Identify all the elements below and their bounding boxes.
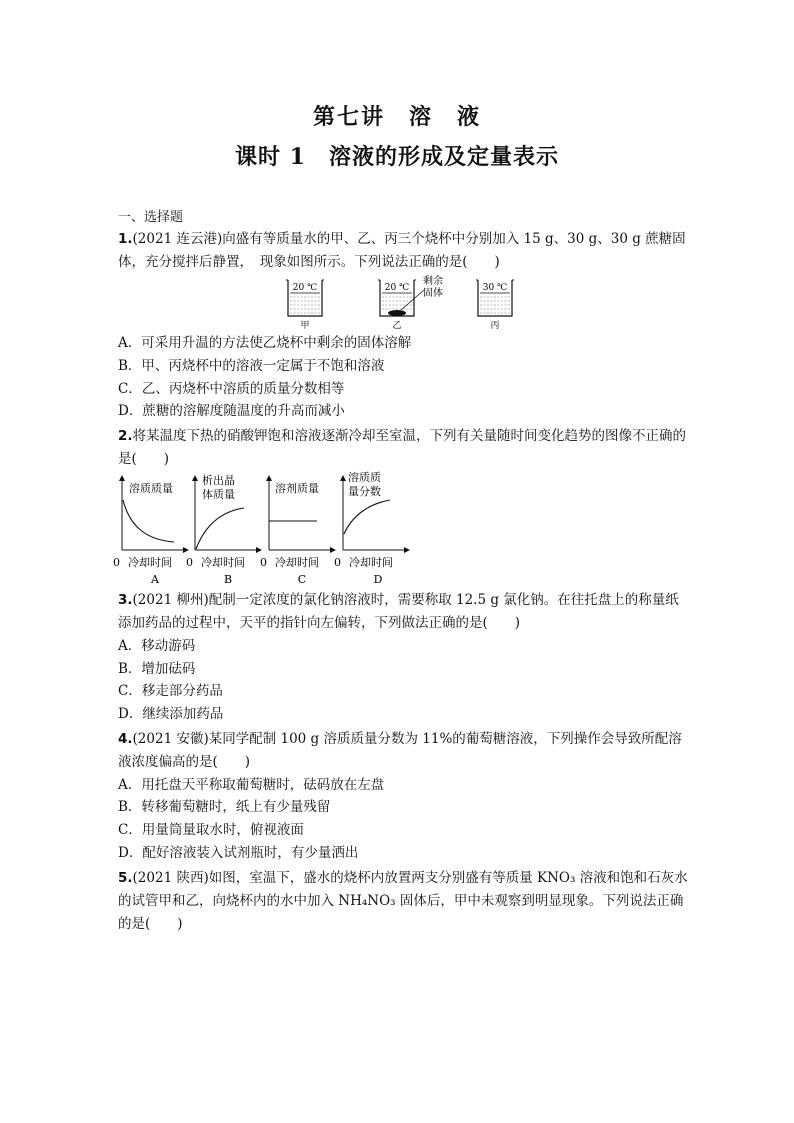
x-axis-label: 冷却时间 — [349, 556, 393, 569]
option-4b: B．转移葡萄糖时，纸上有少量残留 — [118, 799, 331, 815]
graph-b — [186, 473, 261, 586]
origin-label: 0 — [260, 556, 267, 569]
beaker-jia — [286, 280, 324, 331]
residue-solid — [388, 310, 406, 316]
x-axis-label: 冷却时间 — [201, 556, 245, 569]
section-heading: 一、选择题 — [118, 210, 184, 225]
question-5 — [118, 867, 688, 936]
graph-letter: D — [373, 573, 383, 586]
question-number: 4. — [118, 731, 133, 747]
beaker-temp: 20 ℃ — [384, 283, 410, 293]
trend-graphs — [114, 470, 424, 588]
y-axis-label-line1: 析出晶 — [202, 474, 235, 487]
origin-label: 0 — [113, 556, 120, 569]
curve-increasing — [344, 500, 390, 534]
option-4d: D．配好溶液装入试剂瓶时，有少量洒出 — [118, 845, 359, 861]
lecture-title: 第七讲 溶 液 — [312, 104, 481, 130]
beaker-label: 甲 — [300, 321, 310, 331]
y-axis-label-line2: 量分数 — [348, 485, 381, 498]
graph-d — [334, 470, 409, 586]
x-axis-label: 冷却时间 — [128, 556, 172, 569]
y-axis-label: 溶质质量 — [129, 482, 173, 495]
graph-letter: C — [297, 573, 307, 586]
question-text: 将某温度下热的硝酸钾饱和溶液逐渐冷却至室温，下列有关量随时间变化趋势的图像不正确的是( ) — [118, 428, 687, 467]
question-number: 5. — [118, 870, 133, 886]
question-text: (2021 陕西)如图，室温下，盛水的烧杯内放置两支分别盛有等质量 KNO₃ 溶液和饱和石灰水的试管甲和乙，向烧杯内的水中加入 NH₄NO₃ 固体后，甲中未观察到明显现象。下列说法正确的是( ) — [118, 870, 688, 932]
question-1 — [118, 228, 688, 274]
lesson-title: 课时 1 溶液的形成及定量表示 — [235, 144, 559, 170]
residue-label-line2: 固体 — [423, 288, 443, 299]
option-1c: C．乙、丙烧杯中溶质的质量分数相等 — [118, 381, 345, 397]
beaker-label: 乙 — [392, 321, 402, 331]
residue-label-line1: 剩余 — [423, 276, 443, 287]
y-axis-label: 溶剂质量 — [275, 482, 319, 495]
question-text: (2021 柳州)配制一定浓度的氯化钠溶液时，需要称取 12.5 g 氯化钠。在往托盘上的称量纸添加药品的过程中，天平的指针向左偏转，下列做法正确的是( ) — [118, 592, 679, 631]
question-text: (2021 安徽)某同学配制 100 g 溶质质量分数为 11%的葡萄糖溶液，下列操作会导致所配溶液浓度偏高的是( ) — [118, 731, 682, 770]
y-axis-label-line2: 体质量 — [202, 488, 235, 501]
question-2 — [118, 425, 688, 471]
beaker-label: 丙 — [490, 321, 500, 331]
question-number: 2. — [118, 428, 133, 444]
option-4a: A．用托盘天平称取葡萄糖时，砝码放在左盘 — [118, 777, 385, 793]
beaker-figure — [280, 276, 520, 332]
graph-letter: A — [151, 573, 159, 586]
origin-label: 0 — [334, 556, 341, 569]
graph-letter: B — [223, 573, 233, 586]
curve-increasing — [196, 508, 244, 549]
beaker-temp: 30 ℃ — [482, 283, 508, 293]
question-4 — [118, 728, 688, 774]
question-3 — [118, 589, 688, 635]
x-axis-label: 冷却时间 — [275, 556, 319, 569]
option-1d: D．蔗糖的溶解度随温度的升高而减小 — [118, 403, 345, 419]
option-1a: A．可采用升温的方法使乙烧杯中剩余的固体溶解 — [118, 335, 412, 351]
option-3c: C．移走部分药品 — [118, 683, 223, 699]
curve-decreasing — [123, 500, 174, 542]
option-3d: D．继续添加药品 — [118, 706, 224, 722]
question-number: 1. — [118, 231, 133, 247]
graph-c — [260, 476, 335, 586]
option-1b: B．甲、丙烧杯中的溶液一定属于不饱和溶液 — [118, 358, 385, 374]
option-3b: B．增加砝码 — [118, 661, 196, 677]
option-4c: C．用量筒量取水时，俯视液面 — [118, 822, 304, 838]
question-text: (2021 连云港)向盛有等质量水的甲、乙、丙三个烧杯中分别加入 15 g、30 g、30 g 蔗糖固体，充分搅拌后静置， 现象如图所示。下列说法正确的是( ) — [118, 231, 686, 270]
option-3a: A．移动游码 — [118, 638, 196, 654]
beaker-temp: 20 ℃ — [292, 283, 318, 293]
beaker-yi — [378, 274, 443, 331]
beaker-bing — [476, 280, 514, 331]
question-number: 3. — [118, 592, 133, 608]
y-axis-label-line1: 溶质质 — [348, 471, 381, 484]
graph-a — [113, 476, 188, 586]
origin-label: 0 — [186, 556, 193, 569]
